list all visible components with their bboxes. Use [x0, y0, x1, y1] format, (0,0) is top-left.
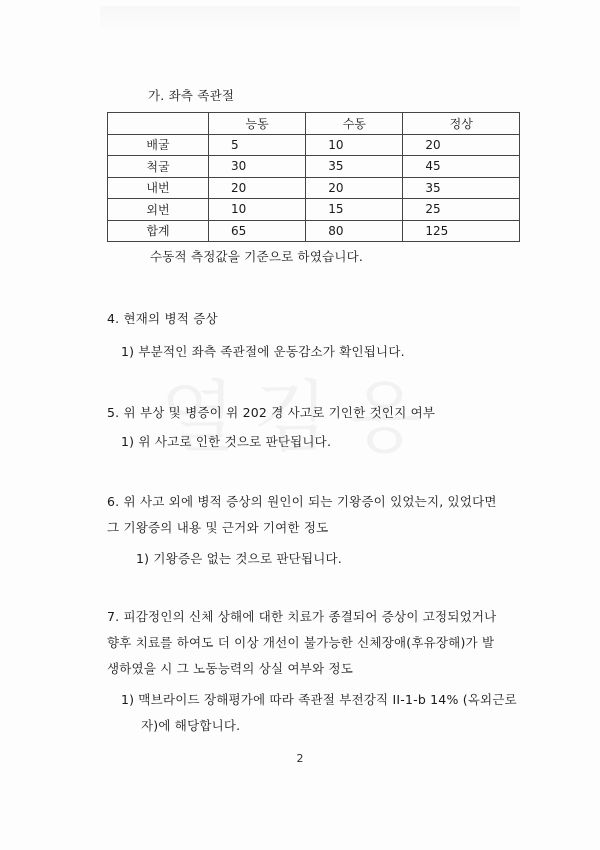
cell-active: 20 [209, 177, 306, 199]
cell-normal: 20 [403, 134, 520, 156]
row-label: 내번 [108, 177, 209, 199]
scan-shadow [100, 6, 520, 30]
section-5-title: 5. 위 부상 및 병증이 위 202 경 사고로 기인한 것인지 여부 [107, 405, 436, 420]
cell-active: 5 [209, 134, 306, 156]
section-4-title: 4. 현재의 병적 증상 [107, 311, 218, 326]
section-7-title-line: 향후 치료를 하여도 더 이상 개선이 불가능한 신체장애(후유장해)가 발 [107, 635, 495, 650]
section-6-title-line: 6. 위 사고 외에 병적 증상의 원인이 되는 기왕증이 있었는지, 있었다면 [107, 494, 497, 509]
table-row [108, 220, 520, 242]
cell-normal: 25 [403, 199, 520, 221]
cell-passive: 10 [306, 134, 403, 156]
row-label: 배굴 [108, 134, 209, 156]
table-header-cell: 능동 [209, 113, 306, 135]
cell-active: 65 [209, 220, 306, 242]
row-label: 척굴 [108, 156, 209, 178]
page-number: 2 [296, 752, 304, 765]
cell-passive: 20 [306, 177, 403, 199]
row-label: 외번 [108, 199, 209, 221]
section-6-item: 1) 기왕증은 없는 것으로 판단됩니다. [136, 551, 342, 566]
table-header-cell: 수동 [306, 113, 403, 135]
row-label: 합계 [108, 220, 209, 242]
table-row [108, 177, 520, 199]
cell-normal: 125 [403, 220, 520, 242]
cell-normal: 35 [403, 177, 520, 199]
section-4-item: 1) 부분적인 좌측 족관절에 운동감소가 확인됩니다. [121, 344, 405, 359]
section-5-item: 1) 위 사고로 인한 것으로 판단됩니다. [121, 434, 332, 449]
table-row [108, 156, 520, 178]
table-note: 수동적 측정값을 기준으로 하였습니다. [150, 249, 364, 264]
section-7-title-line: 생하였을 시 그 노동능력의 상실 여부와 정도 [107, 661, 353, 676]
cell-normal: 45 [403, 156, 520, 178]
cell-passive: 80 [306, 220, 403, 242]
table-header-cell [108, 113, 209, 135]
section-7-title-line: 7. 피감정인의 신체 상해에 대한 치료가 종결되어 증상이 고정되었거나 [107, 609, 497, 624]
cell-passive: 35 [306, 156, 403, 178]
table-row [108, 199, 520, 221]
table-header-cell: 정상 [403, 113, 520, 135]
table-row [108, 134, 520, 156]
cell-passive: 15 [306, 199, 403, 221]
section-7-item-line: 자)에 해당합니다. [141, 718, 241, 733]
cell-active: 10 [209, 199, 306, 221]
rom-table [107, 112, 520, 242]
cell-active: 30 [209, 156, 306, 178]
section-6-title-line: 그 기왕증의 내용 및 근거와 기여한 정도 [107, 520, 329, 535]
subsection-heading: 가. 좌측 족관절 [148, 88, 235, 103]
section-7-item-line: 1) 맥브라이드 장해평가에 따라 족관절 부전강직 II-1-b 14% (옥외근로 [121, 692, 517, 707]
table-header-row [108, 113, 520, 135]
